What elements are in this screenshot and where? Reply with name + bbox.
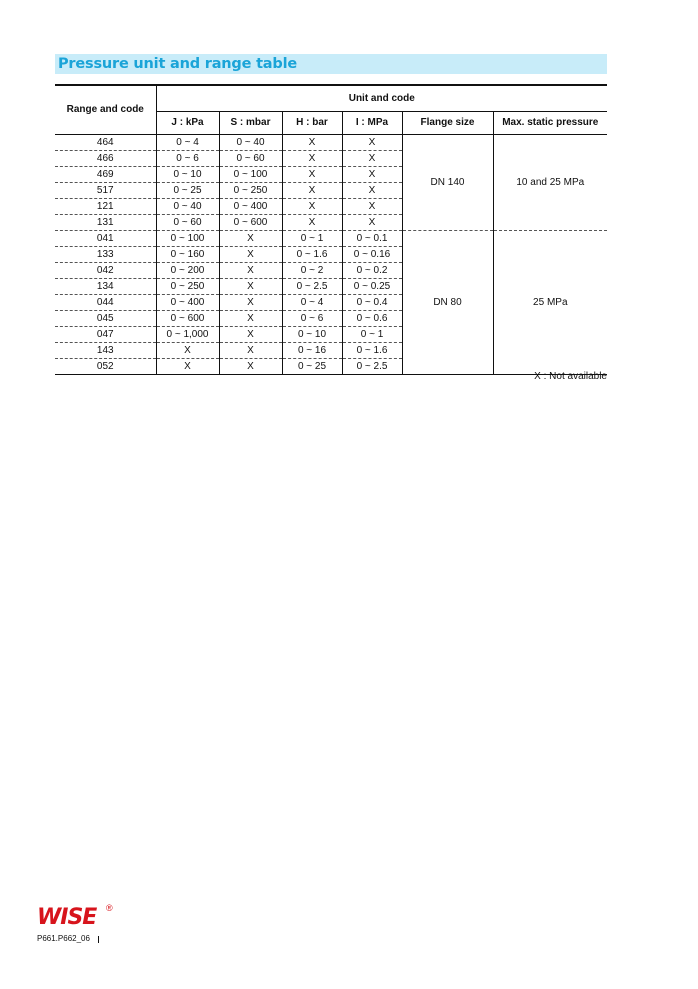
mpa-cell: X: [342, 167, 402, 183]
bar-cell: 0 ~ 1.6: [282, 247, 342, 263]
mpa-cell: 0 ~ 1: [342, 327, 402, 343]
wise-logo: WISE: [37, 905, 97, 930]
column-header-flange-size: Flange size: [402, 112, 493, 135]
range-code-cell: 052: [55, 359, 156, 375]
mpa-cell: 0 ~ 0.6: [342, 311, 402, 327]
range-code-cell: 121: [55, 199, 156, 215]
kpa-cell: 0 ~ 40: [156, 199, 219, 215]
mbar-cell: X: [219, 231, 282, 247]
bar-cell: 0 ~ 25: [282, 359, 342, 375]
mpa-cell: X: [342, 199, 402, 215]
range-code-cell: 047: [55, 327, 156, 343]
legend-note: X : Not available: [534, 371, 607, 382]
mpa-cell: 0 ~ 0.2: [342, 263, 402, 279]
mbar-cell: 0 ~ 250: [219, 183, 282, 199]
bar-cell: X: [282, 151, 342, 167]
range-code-cell: 466: [55, 151, 156, 167]
range-and-code-header: Range and code: [55, 85, 156, 135]
mbar-cell: 0 ~ 40: [219, 135, 282, 151]
kpa-cell: 0 ~ 4: [156, 135, 219, 151]
bar-cell: 0 ~ 2.5: [282, 279, 342, 295]
mpa-cell: 0 ~ 2.5: [342, 359, 402, 375]
range-code-cell: 041: [55, 231, 156, 247]
range-code-cell: 133: [55, 247, 156, 263]
kpa-cell: 0 ~ 10: [156, 167, 219, 183]
bar-cell: X: [282, 183, 342, 199]
bar-cell: 0 ~ 10: [282, 327, 342, 343]
mbar-cell: 0 ~ 60: [219, 151, 282, 167]
registered-mark: ®: [106, 903, 113, 913]
range-code-cell: 044: [55, 295, 156, 311]
kpa-cell: 0 ~ 1,000: [156, 327, 219, 343]
range-code-cell: 045: [55, 311, 156, 327]
range-code-cell: 469: [55, 167, 156, 183]
mbar-cell: X: [219, 359, 282, 375]
kpa-cell: 0 ~ 250: [156, 279, 219, 295]
kpa-cell: 0 ~ 60: [156, 215, 219, 231]
kpa-cell: 0 ~ 200: [156, 263, 219, 279]
bar-cell: 0 ~ 2: [282, 263, 342, 279]
max-static-pressure-cell: 10 and 25 MPa: [493, 135, 607, 231]
mbar-cell: X: [219, 311, 282, 327]
kpa-cell: 0 ~ 400: [156, 295, 219, 311]
mpa-cell: 0 ~ 0.25: [342, 279, 402, 295]
range-code-cell: 143: [55, 343, 156, 359]
mpa-cell: 0 ~ 0.16: [342, 247, 402, 263]
mbar-cell: 0 ~ 100: [219, 167, 282, 183]
column-header-kpa: J : kPa: [156, 112, 219, 135]
bar-cell: X: [282, 167, 342, 183]
mbar-cell: X: [219, 327, 282, 343]
document-code: P661.P662_06: [37, 934, 90, 943]
pressure-range-table: [55, 84, 607, 375]
kpa-cell: 0 ~ 160: [156, 247, 219, 263]
column-header-mpa: I : MPa: [342, 112, 402, 135]
max-static-pressure-cell: 25 MPa: [493, 231, 607, 375]
kpa-cell: 0 ~ 6: [156, 151, 219, 167]
column-header-max-static-pressure: Max. static pressure: [493, 112, 607, 135]
range-code-cell: 131: [55, 215, 156, 231]
mpa-cell: X: [342, 183, 402, 199]
table-body: [55, 135, 607, 375]
kpa-cell: 0 ~ 600: [156, 311, 219, 327]
table-row: [55, 135, 607, 151]
mpa-cell: 0 ~ 0.1: [342, 231, 402, 247]
range-code-cell: 134: [55, 279, 156, 295]
kpa-cell: 0 ~ 100: [156, 231, 219, 247]
bar-cell: 0 ~ 6: [282, 311, 342, 327]
range-code-cell: 042: [55, 263, 156, 279]
section-title: Pressure unit and range table: [55, 54, 607, 74]
unit-and-code-header: Unit and code: [156, 85, 607, 112]
mpa-cell: X: [342, 215, 402, 231]
flange-size-cell: DN 140: [402, 135, 493, 231]
bar-cell: X: [282, 135, 342, 151]
table-row: [55, 231, 607, 247]
mbar-cell: X: [219, 263, 282, 279]
bar-cell: X: [282, 199, 342, 215]
column-header-bar: H : bar: [282, 112, 342, 135]
range-code-cell: 517: [55, 183, 156, 199]
mbar-cell: X: [219, 343, 282, 359]
bar-cell: X: [282, 215, 342, 231]
flange-size-cell: DN 80: [402, 231, 493, 375]
mpa-cell: 0 ~ 0.4: [342, 295, 402, 311]
kpa-cell: X: [156, 343, 219, 359]
mpa-cell: X: [342, 135, 402, 151]
mbar-cell: 0 ~ 600: [219, 215, 282, 231]
mbar-cell: X: [219, 295, 282, 311]
mpa-cell: X: [342, 151, 402, 167]
bar-cell: 0 ~ 16: [282, 343, 342, 359]
mbar-cell: X: [219, 279, 282, 295]
footer-divider: [98, 936, 99, 943]
bar-cell: 0 ~ 4: [282, 295, 342, 311]
mpa-cell: 0 ~ 1.6: [342, 343, 402, 359]
column-header-mbar: S : mbar: [219, 112, 282, 135]
kpa-cell: 0 ~ 25: [156, 183, 219, 199]
mbar-cell: 0 ~ 400: [219, 199, 282, 215]
bar-cell: 0 ~ 1: [282, 231, 342, 247]
range-code-cell: 464: [55, 135, 156, 151]
mbar-cell: X: [219, 247, 282, 263]
kpa-cell: X: [156, 359, 219, 375]
